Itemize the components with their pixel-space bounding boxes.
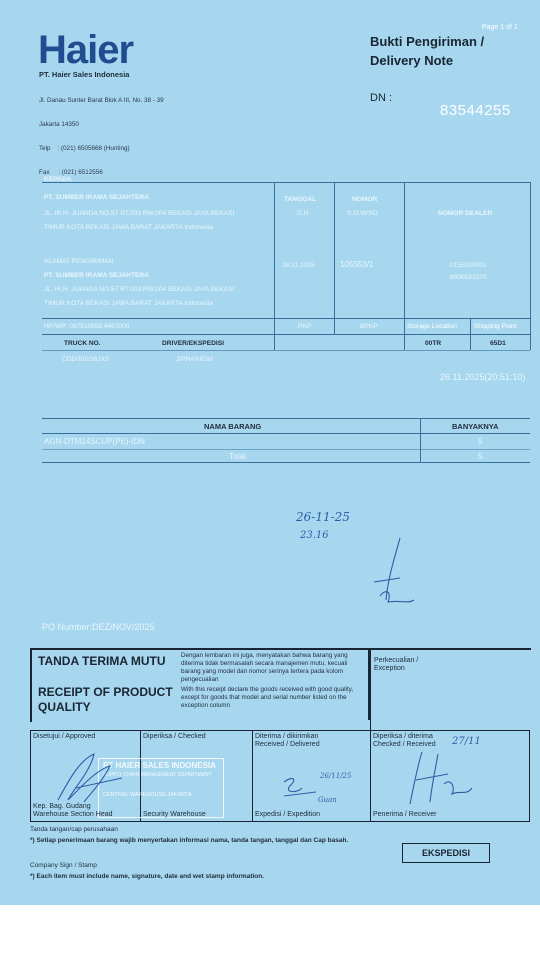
approver-signature-icon <box>50 748 130 808</box>
item-row-name: AGN-DTM24SCUP(PE)-IDN <box>44 437 145 446</box>
company-name: PT. Haier Sales Indonesia <box>39 70 130 79</box>
receiver-label: Penerima / Receiver <box>373 811 437 818</box>
checked-received-label: Diperiksa / diterima Checked / Received <box>373 733 436 748</box>
recipient-address-2: TIMUR KOTA BEKASI JAWA BARAT JAKARTA Indonesia <box>44 224 213 231</box>
received-delivered-label: Diterima / dikirimkan Received / Delivered <box>255 733 320 748</box>
po-number: PO Number:DEZ/NOV/2025 <box>42 622 155 632</box>
footer-note-id: *) Setiap penerimaan barang wajib menyertakan informasi nama, tanda tangan, tanggal dan Cap basah. <box>30 837 349 844</box>
nomor-value: 105553/1 <box>340 260 374 269</box>
nomor-sub: S.O.W/SO <box>347 210 378 217</box>
bpkp-label: BPKP <box>360 323 378 330</box>
col-nama-barang: NAMA BARANG <box>204 422 262 431</box>
col-banyaknya: BANYAKNYA <box>452 422 499 431</box>
ship-to-name: PT. SUMBER IRAMA SEJAHTERA <box>44 272 149 279</box>
expedition-date: 26/11/25 <box>320 772 352 780</box>
handwritten-time: 23.16 <box>300 530 329 541</box>
dealer-value-1: 0155000001 <box>450 262 487 269</box>
total-label: Total <box>229 452 246 461</box>
checked-label: Diperiksa / Checked <box>143 733 206 740</box>
handwritten-signature-icon <box>360 530 420 610</box>
shipping-value: 65D1 <box>490 340 506 347</box>
driver-label: DRIVER/EKSPEDISI <box>162 340 224 347</box>
receipt-title-id: TANDA TERIMA MUTU <box>38 654 166 668</box>
truck-value: CDD/B9156JXS <box>62 356 110 363</box>
document-title: Bukti Pengiriman / Delivery Note <box>370 34 485 68</box>
ship-to-label: ALAMAT PENGIRIMAN <box>44 258 114 265</box>
dealer-label: NOMOR DEALER <box>438 210 493 217</box>
dn-label: DN : <box>370 92 392 104</box>
truck-label: TRUCK NO. <box>64 340 101 347</box>
security-label: Security Warehouse <box>143 811 206 818</box>
print-timestamp: 26.11.2025(20:51:10) <box>440 372 526 382</box>
warehouse-head-label: Kep. Bag. Gudang Warehouse Section Head <box>33 803 113 818</box>
shipping-point-label: Shipping Point <box>474 323 517 330</box>
expedition-label: Expedisi / Expedition <box>255 811 320 818</box>
storage-location-label: Storage Location <box>407 323 457 330</box>
warehouse-stamp: PT HAIER SALES INDONESIA SUPPLY CHAIN MANAGEMENT DEPARTMENT CENTRAL WAREHOUSE JAKARTA <box>98 758 224 818</box>
footer-note-en: *) Each item must include name, signature, date and wet stamp information. <box>30 873 265 880</box>
footer-sign-stamp-id: Tanda tangan/cap perusahaan <box>30 826 118 833</box>
footer-sign-stamp-en: Company Sign / Stamp <box>30 862 97 869</box>
expedition-name: Guan <box>318 796 337 804</box>
driver-value: JIPRANIE86 <box>176 356 214 363</box>
exception-label: Perkecualian / Exception <box>374 657 419 672</box>
haier-logo: Haier <box>38 28 134 72</box>
recipient-address-1: JL. IR.H. JUANDA NO.57 RT.003 RW.004 BEKASI JAYA BEKASI <box>44 210 235 217</box>
receipt-title-en: RECEIPT OF PRODUCT QUALITY <box>38 685 173 714</box>
dn-number: 83544255 <box>440 102 511 119</box>
ship-to-address-1: JL. IR.H. JUANDA NO.57 RT.003 RW.004 BEKASI JAYA BEKASI <box>44 286 235 293</box>
nomor-label: NOMOR <box>352 196 378 203</box>
approved-label: Disetujui / Approved <box>33 733 96 740</box>
item-row-qty: 5 <box>478 437 483 446</box>
kepada-label: KEPADA <box>44 176 72 183</box>
tanggal-sub: D.N <box>297 210 309 217</box>
handwritten-date: 26-11-25 <box>296 510 350 524</box>
receiver-signature-icon <box>400 744 490 814</box>
receipt-text-id: Dengan lembaran ini juga, menyatakan bahwa barang yang diterima tidak bermasalah secara manajemen mutu, kecuali barang yang model dan nomor serinya tertera pada kolom pengecualian <box>181 652 348 683</box>
recipient-name: PT. SUMBER IRAMA SEJAHTERA <box>44 194 149 201</box>
hp-number: HP/WP: 087511693 4487000 <box>44 323 130 330</box>
pkp-label: PKP <box>298 323 312 330</box>
company-address: Jl. Danau Sunter Barat Blok A III, No. 38 - 39 Jakarta 14350 Telp : (021) 6505668 (Hunting) Fax : (021) 6512556 <box>39 97 164 176</box>
ship-to-address-2: TIMUR KOTA BEKASI JAWA BARAT JAKARTA Indonesia <box>44 300 213 307</box>
page-number: Page 1 of 1 <box>482 24 518 31</box>
receiver-date: 27/11 <box>452 736 481 747</box>
tanggal-value: 26.11.2025 <box>282 262 315 269</box>
receipt-text-en: With this receipt declare the goods received with good quality, except for goods that model and serial number listed on the exception column <box>181 686 354 709</box>
total-qty: 5 <box>478 452 483 461</box>
storage-value: 00TR <box>425 340 442 347</box>
copy-label-ekspedisi: EKSPEDISI <box>402 843 490 863</box>
tanggal-label: TANGGAL <box>284 196 317 203</box>
dealer-value-2: 6000581070 <box>450 274 487 281</box>
